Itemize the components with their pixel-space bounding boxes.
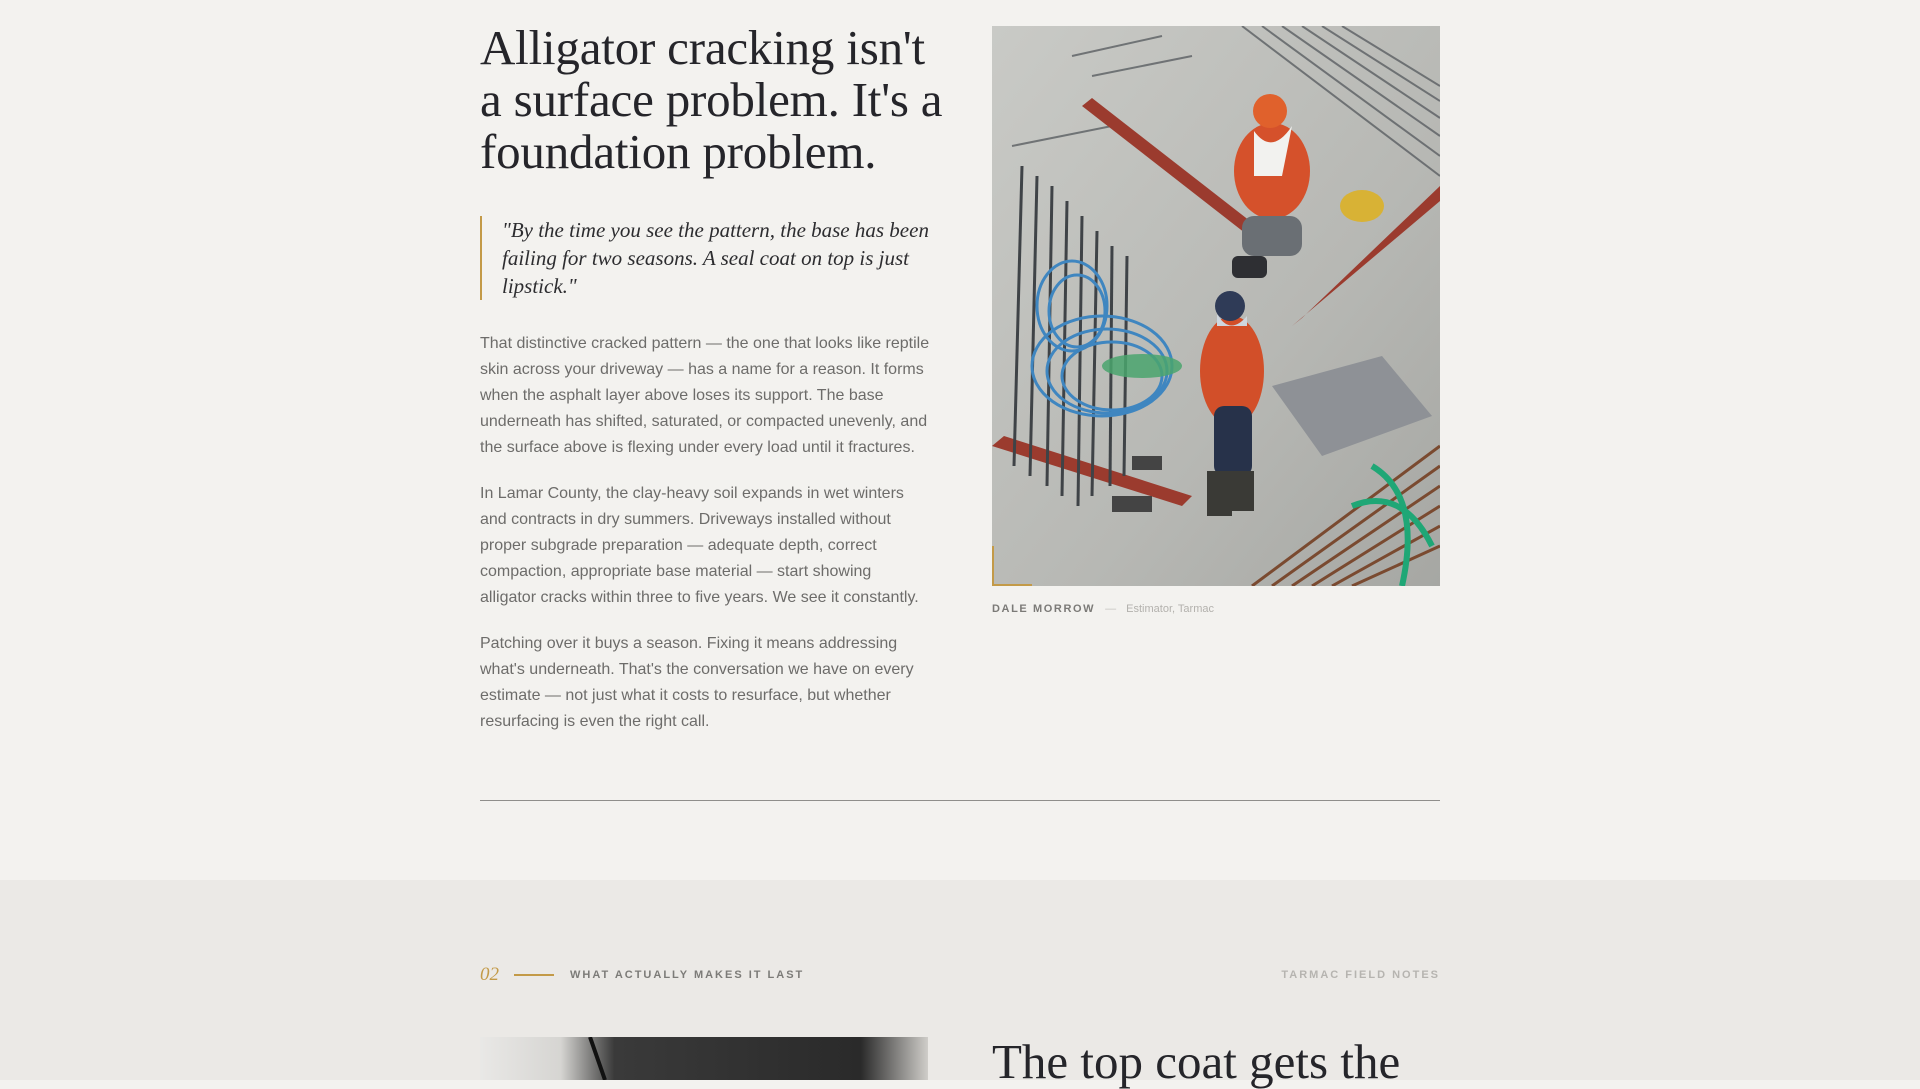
article-headline: Alligator cracking isn't a surface problem. It's a foundation problem. <box>480 20 943 179</box>
pull-quote: "By the time you see the pattern, the base has been failing for two seasons. A seal coat on top is just lipstick." <box>480 216 950 300</box>
caption-separator: — <box>1105 603 1117 615</box>
section-number: 02 <box>480 964 499 985</box>
section-divider <box>480 800 1440 801</box>
section-label: WHAT ACTUALLY MAKES IT LAST <box>570 969 805 981</box>
body-paragraph-2: In Lamar County, the clay-heavy soil expands in wet winters and contracts in dry summers. Driveways installed without proper subgrade preparation — adequate depth, correct compaction, appropriate base material — start showing alligator cracks within three to five years. We see it constantly. <box>480 485 919 606</box>
section-two-photo <box>480 1037 928 1080</box>
construction-workers-photo <box>992 26 1440 586</box>
section-two-headline: The top coat gets the <box>992 1034 1401 1089</box>
photo-caption <box>992 601 1214 617</box>
next-section-band <box>0 880 1920 1080</box>
section-number-line <box>514 974 554 976</box>
caption-role: Estimator, Tarmac <box>1126 603 1214 615</box>
series-label: TARMAC FIELD NOTES <box>1281 969 1440 981</box>
body-paragraph-3: Patching over it buys a season. Fixing it means addressing what's underneath. That's the conversation we have on every estimate — not just what it costs to resurface, but whether resurfacing is even the right call. <box>480 635 914 730</box>
caption-name: DALE MORROW <box>992 603 1096 615</box>
body-paragraph-1: That distinctive cracked pattern — the one that looks like reptile skin across your driveway — has a name for a reason. It forms when the asphalt layer above loses its support. The base underneath has shifted, saturated, or compacted unevenly, and the surface above is flexing under every load until it fractures. <box>480 335 930 456</box>
photo-corner-accent <box>992 546 1032 586</box>
